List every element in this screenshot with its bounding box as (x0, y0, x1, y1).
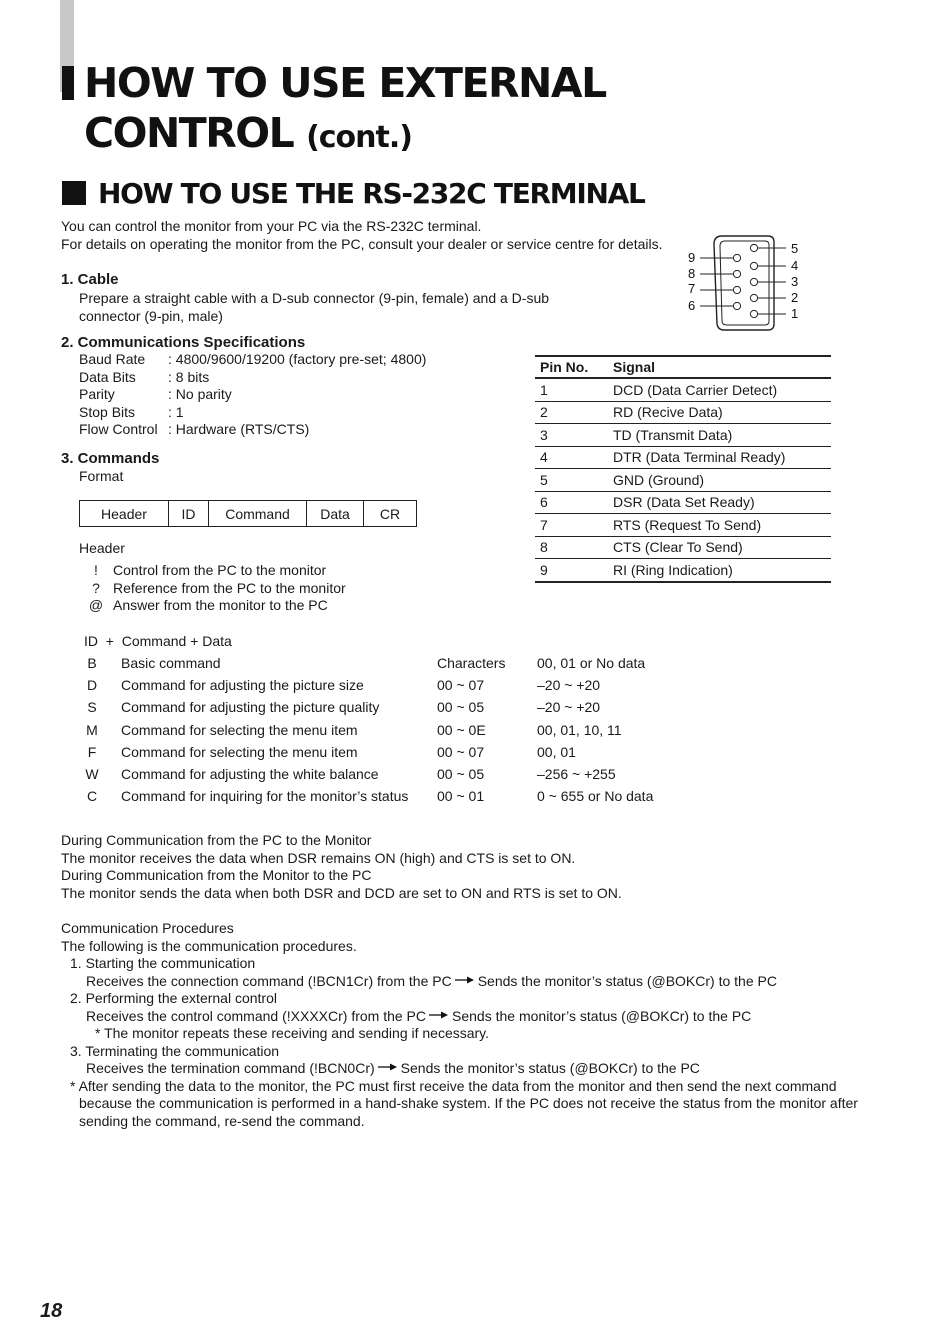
table-row (79, 763, 653, 785)
cable-text (61, 290, 549, 325)
command-id: B (87, 655, 97, 672)
command-id: S (87, 699, 97, 716)
specs-heading: 2. Communications Specifications (61, 334, 306, 351)
paragraph-line: The monitor sends the data when both DSR and DCD are set to ON and RTS is set to ON. (61, 884, 622, 901)
spec-value: : 8 bits (168, 368, 210, 385)
cable-heading: 1. Cable (61, 271, 119, 288)
command-desc: Command for adjusting the picture size (121, 677, 364, 694)
command-desc: Command for adjusting the white balance (121, 766, 379, 783)
arrow-right-icon (429, 1010, 449, 1020)
pin-no: 4 (535, 446, 608, 469)
commands-section (61, 450, 159, 486)
pin-label-left: 8 (688, 266, 696, 281)
spec-row (79, 386, 426, 404)
command-id: M (86, 721, 98, 738)
table-row (535, 491, 831, 514)
command-range: Characters (437, 655, 506, 672)
cable-text-line: connector (9-pin, male) (79, 307, 223, 324)
section-heading-text: HOW TO USE THE RS-232C TERMINAL (98, 177, 645, 210)
table-row (535, 514, 831, 537)
header-item (79, 597, 346, 615)
intro-line: You can control the monitor from your PC via the RS-232C terminal. (61, 218, 482, 234)
pin-label-right: 5 (791, 241, 799, 256)
page-number: 18 (40, 1300, 63, 1322)
dsub-connector-icon (680, 230, 810, 336)
procedure-step-title: 2. Performing the external control (70, 990, 277, 1006)
format-cell: Header (80, 501, 169, 527)
pin-signal: TD (Transmit Data) (608, 424, 831, 447)
spec-row (79, 421, 426, 439)
command-desc: Command for selecting the menu item (121, 743, 358, 760)
cable-text-line: Prepare a straight cable with a D-sub connector (9-pin, female) and a D-sub (79, 290, 550, 306)
table-row (535, 378, 831, 401)
footnote-line: * After sending the data to the monitor, the PC must first receive the data from the monitor and then send the next command (70, 1077, 837, 1094)
table-row (79, 741, 653, 763)
pin-no: 7 (535, 514, 608, 537)
spec-row (79, 404, 426, 422)
command-data: 00, 01 (537, 743, 576, 760)
section-heading (62, 177, 645, 210)
pin-no: 1 (535, 378, 608, 401)
command-range: 00 ~ 05 (437, 699, 485, 716)
pin-no: 6 (535, 491, 608, 514)
pin-no: 3 (535, 424, 608, 447)
pin-label-left: 6 (688, 298, 696, 313)
procedure-step-detail (61, 1060, 858, 1078)
specs-section (61, 334, 426, 439)
command-data: 00, 01, 10, 11 (537, 721, 622, 738)
pin-signal: RD (Recive Data) (608, 401, 831, 424)
communication-conditions (61, 832, 622, 902)
table-row (535, 424, 831, 447)
table-row (79, 719, 653, 741)
intro-line: For details on operating the monitor from the PC, consult your dealer or service centre for details. (61, 235, 663, 252)
command-data: 00, 01 or No data (537, 655, 646, 672)
pin-signal: CTS (Clear To Send) (608, 536, 831, 559)
table-row (79, 652, 653, 674)
format-label: Format (79, 468, 124, 484)
spec-label: Stop Bits (79, 403, 136, 420)
procedure-send: Sends the monitor’s status (@BOKCr) to the PC (400, 1060, 700, 1076)
pin-no: 5 (535, 469, 608, 492)
procedure-step-detail (61, 1008, 858, 1026)
command-id: W (85, 766, 99, 783)
pin-signal: GND (Ground) (608, 469, 831, 492)
commands-heading: 3. Commands (61, 450, 160, 467)
format-cell: ID (169, 501, 209, 527)
format-table (79, 500, 417, 527)
table-row (535, 469, 831, 492)
pin-label-right: 2 (791, 290, 799, 305)
pin-label-left: 9 (688, 250, 696, 265)
pin-table-header (535, 356, 831, 378)
title-line-1: HOW TO USE EXTERNAL (84, 59, 606, 107)
title-cont: (cont.) (306, 120, 412, 155)
command-table (79, 652, 653, 807)
command-id: D (86, 677, 98, 694)
cable-section (61, 271, 549, 325)
pin-signal: RTS (Request To Send) (608, 514, 831, 537)
section-marker (62, 181, 86, 205)
format-cell: CR (364, 501, 417, 527)
spec-label: Parity (79, 386, 115, 402)
procedures-intro: The following is the communication procedures. (61, 937, 357, 954)
table-row (535, 559, 831, 582)
title-line-2: CONTROL (84, 109, 294, 157)
pin-no: 8 (535, 536, 608, 559)
spec-value: : Hardware (RTS/CTS) (168, 421, 310, 437)
spec-label: Baud Rate (79, 351, 146, 367)
header-list (79, 562, 346, 615)
command-range: 00 ~ 05 (437, 766, 485, 783)
command-range: 00 ~ 0E (437, 721, 486, 738)
spec-label: Flow Control (79, 421, 158, 437)
pin-label-right: 4 (791, 258, 799, 273)
pin-table (535, 355, 831, 583)
pin-no: 2 (535, 401, 608, 424)
command-desc: Command for inquiring for the monitor’s status (121, 788, 409, 805)
table-row (535, 536, 831, 559)
header-symbol: ? (92, 579, 100, 596)
pin-label-right: 1 (791, 306, 799, 321)
header-symbol: @ (88, 597, 104, 613)
paragraph-line: The monitor receives the data when DSR remains ON (high) and CTS is set to ON. (61, 849, 576, 866)
procedures-title: Communication Procedures (61, 920, 234, 936)
format-row (80, 501, 417, 527)
command-desc: Command for adjusting the picture quality (121, 699, 380, 716)
procedure-receive: Receives the connection command (!BCN1Cr) from the PC (86, 972, 452, 989)
spec-value: : 4800/9600/19200 (factory pre-set; 4800) (168, 351, 427, 367)
spec-value: : 1 (168, 403, 184, 420)
table-row (535, 401, 831, 424)
command-id: F (87, 743, 97, 760)
id-command-header: ID + Command + Data (84, 633, 232, 649)
command-data: –20 ~ +20 (537, 677, 601, 694)
format-cell: Command (209, 501, 307, 527)
header-desc: Reference from the PC to the monitor (113, 579, 346, 596)
header-item (79, 580, 346, 598)
paragraph-line: During Communication from the PC to the Monitor (61, 832, 372, 848)
pin-no: 9 (535, 559, 608, 582)
header-label: Header (79, 540, 125, 556)
specs-table (79, 351, 426, 439)
table-row (535, 446, 831, 469)
pin-signal: DSR (Data Set Ready) (608, 491, 831, 514)
command-desc: Basic command (121, 655, 221, 672)
table-row (79, 785, 653, 807)
command-range: 00 ~ 07 (437, 677, 485, 694)
command-data: –20 ~ +20 (537, 699, 601, 716)
header-desc: Answer from the monitor to the PC (113, 597, 328, 613)
pin-header-signal: Signal (608, 356, 831, 378)
command-data: 0 ~ 655 or No data (537, 788, 654, 805)
pin-header-no: Pin No. (535, 356, 608, 378)
pin-signal: DCD (Data Carrier Detect) (608, 378, 831, 401)
header-symbol: ! (94, 562, 98, 578)
title-marker (62, 66, 74, 100)
command-id: C (86, 788, 98, 805)
pin-label-right: 3 (791, 274, 799, 289)
command-range: 00 ~ 01 (437, 788, 485, 805)
procedure-step-title: 3. Terminating the communication (70, 1042, 280, 1059)
header-item (79, 562, 346, 580)
spec-label: Data Bits (79, 368, 136, 385)
procedure-receive: Receives the termination command (!BCN0Cr) (86, 1060, 375, 1076)
header-desc: Control from the PC to the monitor (113, 562, 327, 578)
procedure-note: * The monitor repeats these receiving and sending if necessary. (95, 1025, 490, 1041)
intro-text (61, 218, 663, 253)
pin-signal: RI (Ring Indication) (608, 559, 831, 582)
procedure-send: Sends the monitor’s status (@BOKCr) to the PC (477, 972, 777, 989)
procedure-receive: Receives the control command (!XXXXCr) from the PC (86, 1007, 427, 1024)
table-row (79, 674, 653, 696)
footnote-line: sending the command, re-send the command. (79, 1112, 365, 1129)
command-data: –256 ~ +255 (537, 766, 616, 783)
procedure-step-title: 1. Starting the communication (70, 955, 256, 971)
pin-signal: DTR (Data Terminal Ready) (608, 446, 831, 469)
spec-row (79, 351, 426, 369)
paragraph-line: During Communication from the Monitor to the PC (61, 867, 372, 883)
procedure-send: Sends the monitor’s status (@BOKCr) to the PC (452, 1007, 752, 1024)
table-row (79, 696, 653, 718)
command-range: 00 ~ 07 (437, 743, 485, 760)
communication-procedures (61, 920, 858, 1130)
arrow-right-icon (455, 975, 475, 985)
format-cell: Data (307, 501, 364, 527)
footnote-line: because the communication is performed in a hand-shake system. If the PC does not receive the status from the monitor after (79, 1095, 858, 1111)
spec-value: : No parity (168, 386, 232, 402)
pin-label-left: 7 (688, 281, 696, 296)
spec-row (79, 369, 426, 387)
procedure-step-detail (61, 973, 858, 991)
arrow-right-icon (378, 1062, 398, 1072)
command-desc: Command for selecting the menu item (121, 721, 358, 738)
page-title (62, 58, 606, 163)
